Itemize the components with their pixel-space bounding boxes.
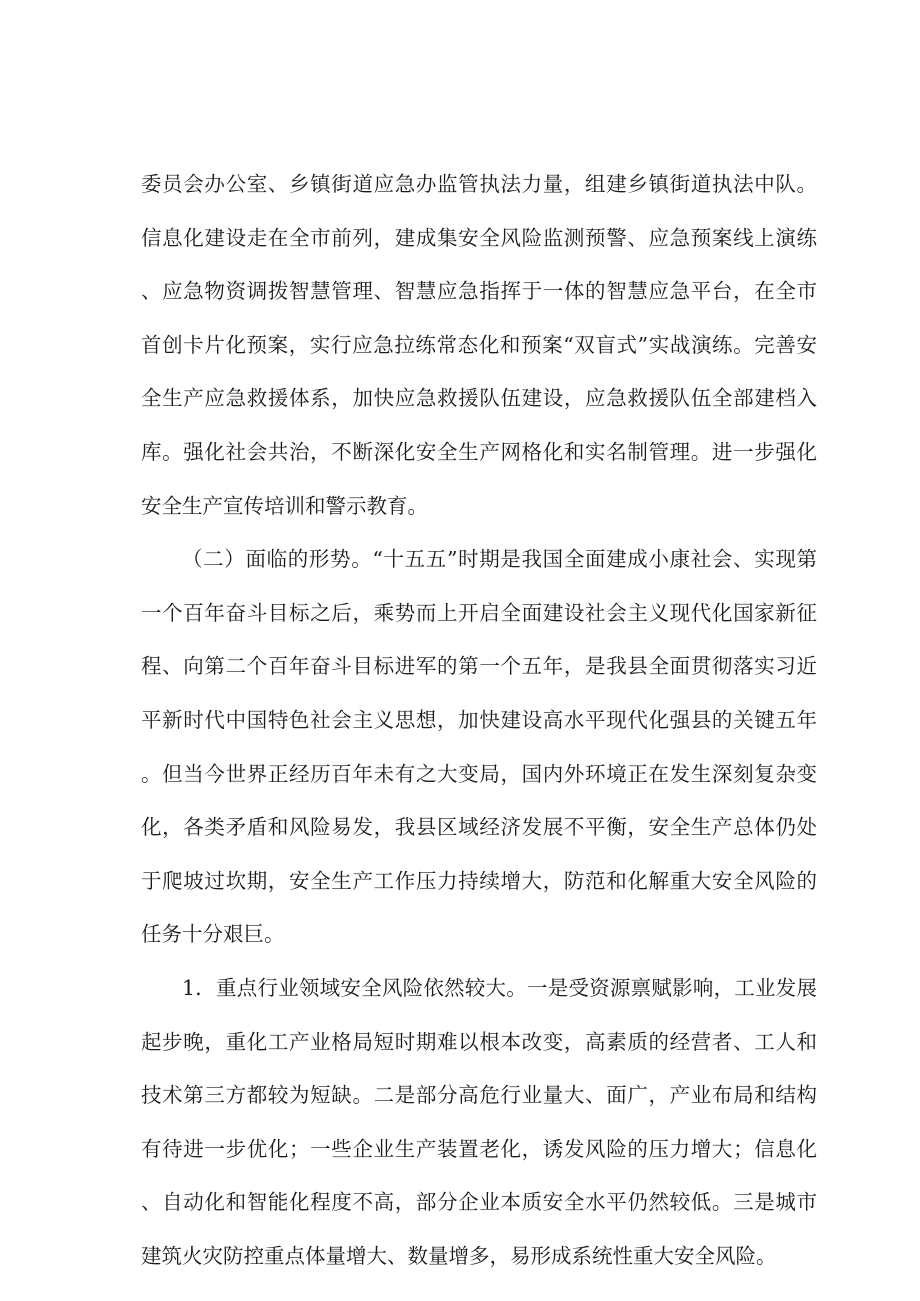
paragraph-situation: （二）面临的形势。“十五五”时期是我国全面建成小康社会、实现第一个百年奋斗目标之后，乘势而上开启全面建设社会主义现代化国家新征程、向第二个百年奋斗目标进军的第一个五年，是我县全面贯彻落实习近平新时代中国特色社会主义思想，加快建设高水平现代化强县的关键五年。但当今世界正经历百年未有之大变局，国内外环境正在发生深刻复杂变化，各类矛盾和风险易发，我县区域经济发展不平衡，安全生产总体仍处于爬坡过坎期，安全生产工作压力持续增大，防范和化解重大安全风险的任务十分艰巨。 [141, 547, 817, 947]
document-body [141, 158, 817, 1283]
paragraph-risk-item-1: 1．重点行业领域安全风险依然较大。一是受资源禀赋影响，工业发展起步晚，重化工产业格局短时期难以根本改变，高素质的经营者、工人和技术第三方都较为短缺。二是部分高危行业量大、面广，产业布局和结构有待进一步优化；一些企业生产装置老化，诱发风险的压力增大；信息化、自动化和智能化程度不高，部分企业本质安全水平仍然较低。三是城市建筑火灾防控重点体量增大、数量增多，易形成系统性重大安全风险。 [141, 975, 817, 1268]
paragraph-continuation: 委员会办公室、乡镇街道应急办监管执法力量，组建乡镇街道执法中队。信息化建设走在全市前列，建成集安全风险监测预警、应急预案线上演练、应急物资调拨智慧管理、智慧应急指挥于一体的智慧应急平台，在全市首创卡片化预案，实行应急拉练常态化和预案“双盲式”实战演练。完善安全生产应急救援体系，加快应急救援队伍建设，应急救援队伍全部建档入库。强化社会共治，不断深化安全生产网格化和实名制管理。进一步强化安全生产宣传培训和警示教育。 [141, 172, 817, 518]
